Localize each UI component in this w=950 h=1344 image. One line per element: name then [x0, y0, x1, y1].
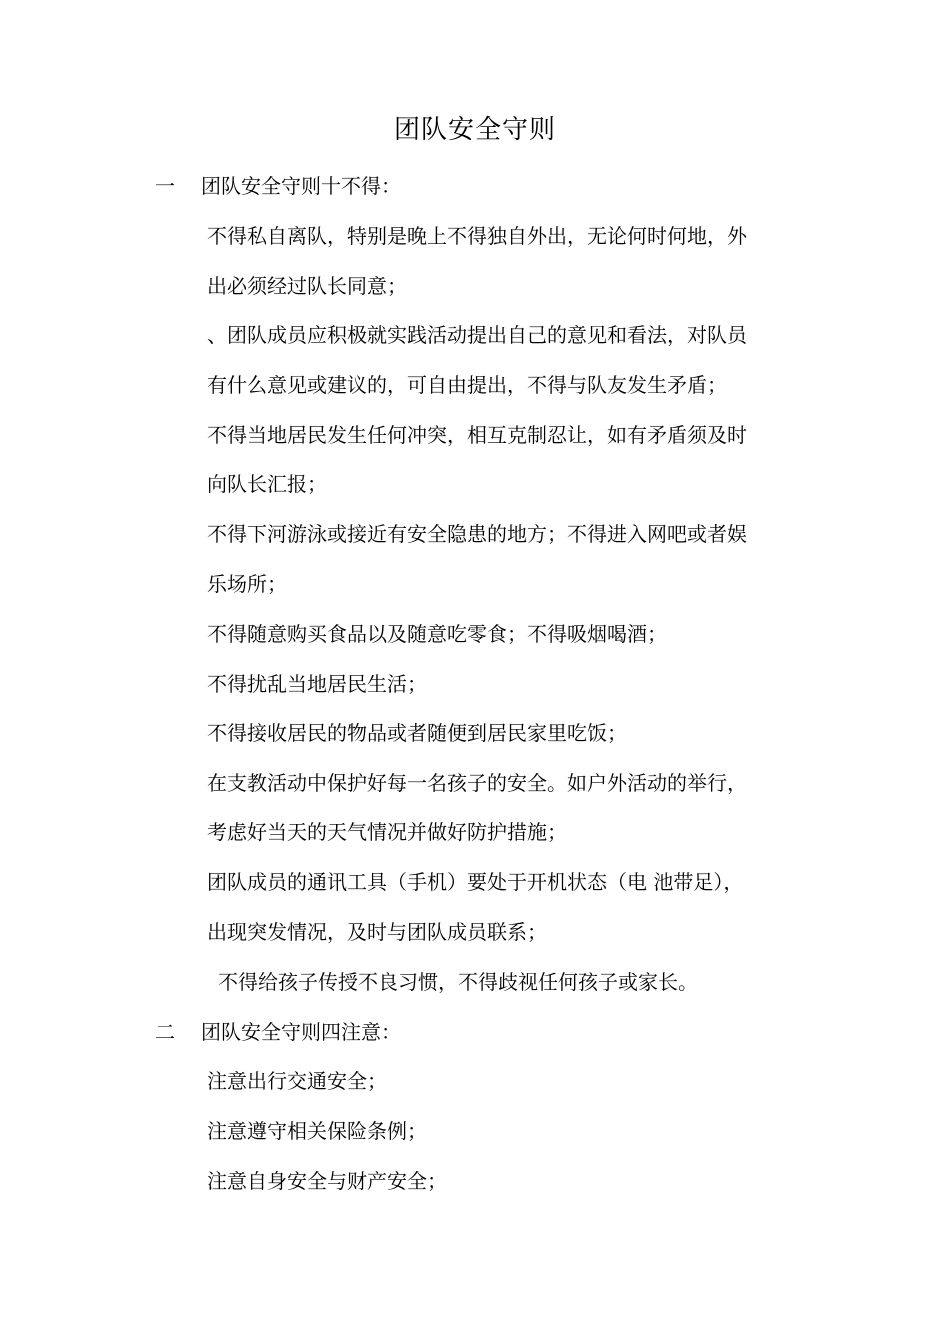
paragraph-line: 不得随意购买食品以及随意吃零食；不得吸烟喝酒；: [207, 622, 667, 646]
paragraph-line: 不得下河游泳或接近有安全隐患的地方；不得进入网吧或者娱: [207, 522, 747, 546]
section-2-heading-text: 团队安全守则四注意：: [201, 1020, 401, 1044]
paragraph-line: 不得接收居民的物品或者随便到居民家里吃饭；: [207, 721, 627, 745]
paragraph-line: 不得当地居民发生任何冲突，相互克制忍让，如有矛盾须及时: [207, 423, 747, 447]
paragraph-line: 注意出行交通安全；: [207, 1069, 387, 1093]
paragraph-line: 出必须经过队长同意；: [207, 274, 407, 298]
section-1-heading: [155, 166, 401, 206]
paragraph-line: 向队长汇报；: [207, 472, 327, 496]
section-2-number: 二: [155, 1020, 175, 1044]
paragraph-line: 不得私自离队，特别是晚上不得独自外出，无论何时何地，外: [207, 224, 747, 248]
section-2-heading: [155, 1012, 401, 1052]
paragraph-line: 乐场所；: [207, 572, 287, 596]
paragraph-line: 团队成员的通讯工具（手机）要处于开机状态（电 池带足），: [207, 870, 744, 894]
paragraph-line: 有什么意见或建议的，可自由提出，不得与队友发生矛盾；: [207, 373, 727, 397]
document-title: 团队安全守则: [393, 115, 556, 145]
paragraph-line: 注意自身安全与财产安全；: [207, 1169, 447, 1193]
section-1-number: 一: [155, 174, 175, 198]
paragraph-line: 不得给孩子传授不良习惯，不得歧视任何孩子或家长。: [218, 970, 698, 994]
paragraph-line: 注意遵守相关保险条例；: [207, 1119, 427, 1143]
paragraph-line: 、团队成员应积极就实践活动提出自己的意见和看法，对队员: [207, 323, 747, 347]
paragraph-line: 考虑好当天的天气情况并做好防护措施；: [207, 820, 567, 844]
section-1-heading-text: 团队安全守则十不得：: [201, 174, 401, 198]
paragraph-line: 在支教活动中保护好每一名孩子的安全。如户外活动的举行，: [207, 771, 747, 795]
paragraph-line: 不得扰乱当地居民生活；: [207, 672, 427, 696]
paragraph-line: 出现突发情况，及时与团队成员联系；: [207, 920, 547, 944]
